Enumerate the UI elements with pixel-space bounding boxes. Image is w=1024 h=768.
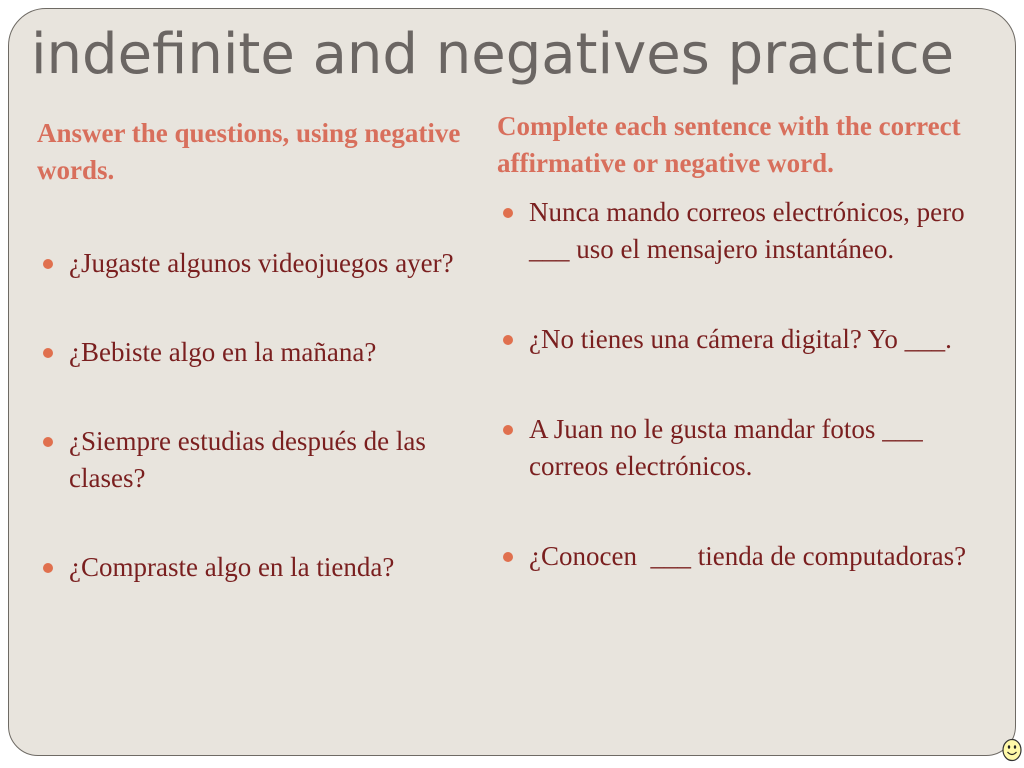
list-item <box>497 411 987 485</box>
bullet-dot-icon <box>43 348 53 358</box>
slide-title: indefinite and negatives practice <box>31 22 955 87</box>
bullet-dot-icon <box>503 335 513 345</box>
smiley-face-icon[interactable] <box>1002 738 1022 762</box>
right-column <box>497 108 987 628</box>
list-item <box>37 334 467 371</box>
right-sentence-list <box>497 194 987 575</box>
right-heading: Complete each sentence with the correct affirmative or negative word. <box>497 111 961 178</box>
list-item <box>497 321 987 358</box>
list-item-text: Nunca mando correos electrónicos, pero ___ uso el mensajero instantáneo. <box>529 197 965 264</box>
list-item <box>497 194 987 268</box>
bullet-dot-icon <box>503 552 513 562</box>
list-item-text: ¿Conocen ___ tienda de computadoras? <box>529 541 967 571</box>
list-item <box>37 549 467 586</box>
bullet-dot-icon <box>503 425 513 435</box>
bullet-dot-icon <box>503 208 513 218</box>
list-item <box>37 245 467 282</box>
left-heading: Answer the questions, using negative words. <box>37 118 461 185</box>
bullet-dot-icon <box>43 563 53 573</box>
list-item-text: A Juan no le gusta mandar fotos ___ correos electrónicos. <box>529 414 923 481</box>
list-item-text: ¿Compraste algo en la tienda? <box>69 552 395 582</box>
list-item-text: ¿No tienes una cámera digital? Yo ___. <box>529 324 952 354</box>
list-item <box>497 538 987 575</box>
left-column <box>37 115 467 638</box>
bullet-dot-icon <box>43 259 53 269</box>
slide <box>8 8 1016 756</box>
list-item <box>37 423 467 497</box>
list-item-text: ¿Jugaste algunos videojuegos ayer? <box>69 248 454 278</box>
left-question-list <box>37 245 467 586</box>
list-item-text: ¿Siempre estudias después de las clases? <box>69 426 426 493</box>
list-item-text: ¿Bebiste algo en la mañana? <box>69 337 377 367</box>
bullet-dot-icon <box>43 437 53 447</box>
